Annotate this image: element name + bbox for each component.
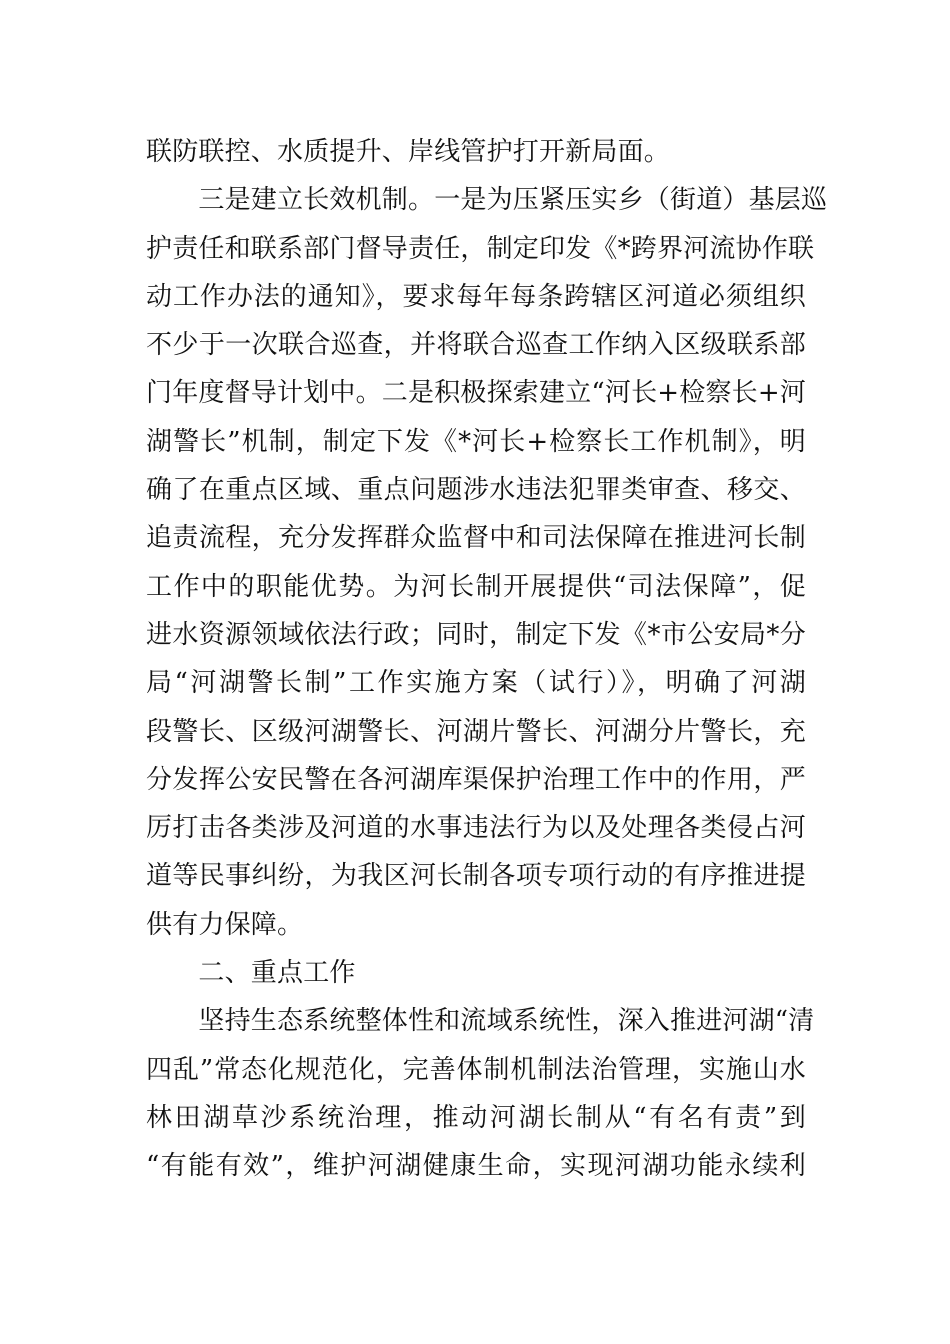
text-line: 进水资源领域依法行政；同时，制定下发《*市公安局*分 (146, 619, 806, 650)
text-line: 护责任和联系部门督导责任，制定印发《*跨界河流协作联 (146, 233, 815, 264)
text-line: 林田湖草沙系统治理，推动河湖长制从“有名有责”到 (146, 1102, 806, 1133)
document-body (146, 128, 828, 1191)
text-line: 不少于一次联合巡查，并将联合巡查工作纳入区级联系部 (146, 330, 806, 361)
text-line: 供有力保障。 (146, 909, 304, 940)
text-line: “有能有效”，维护河湖健康生命，实现河湖功能永续利 (146, 1151, 806, 1182)
text-line: 联防联控、水质提升、岸线管护打开新局面。 (146, 137, 671, 167)
text-line: 分发挥公安民警在各河湖库渠保护治理工作中的作用，严 (146, 764, 806, 795)
text-line: 确了在重点区域、重点问题涉水违法犯罪类审查、移交、 (146, 475, 806, 506)
text-line: 追责流程，充分发挥群众监督中和司法保障在推进河长制 (146, 523, 806, 554)
text-line: 工作中的职能优势。为河长制开展提供“司法保障”，促 (146, 571, 806, 602)
text-line: 湖警长”机制，制定下发《*河长+检察长工作机制》，明 (146, 426, 806, 457)
text-line: 局“河湖警长制”工作实施方案（试行）》，明确了河湖 (146, 668, 806, 699)
text-line: 门年度督导计划中。二是积极探索建立“河长+检察长+河 (146, 378, 807, 409)
text-line: 段警长、区级河湖警长、河湖片警长、河湖分片警长，充 (146, 716, 806, 747)
text-line: 动工作办法的通知》，要求每年每条跨辖区河道必须组织 (146, 281, 806, 312)
section-heading: 二、重点工作 (146, 958, 356, 989)
text-line: 坚持生态系统整体性和流域系统性，深入推进河湖“清 (146, 1006, 815, 1037)
text-line: 三是建立长效机制。一是为压紧压实乡（街道）基层巡 (146, 185, 828, 216)
text-line: 道等民事纠纷，为我区河长制各项专项行动的有序推进提 (146, 861, 806, 892)
text-line: 四乱”常态化规范化，完善体制机制法治管理，实施山水 (146, 1054, 806, 1085)
text-line: 厉打击各类涉及河道的水事违法行为以及处理各类侵占河 (146, 813, 806, 844)
